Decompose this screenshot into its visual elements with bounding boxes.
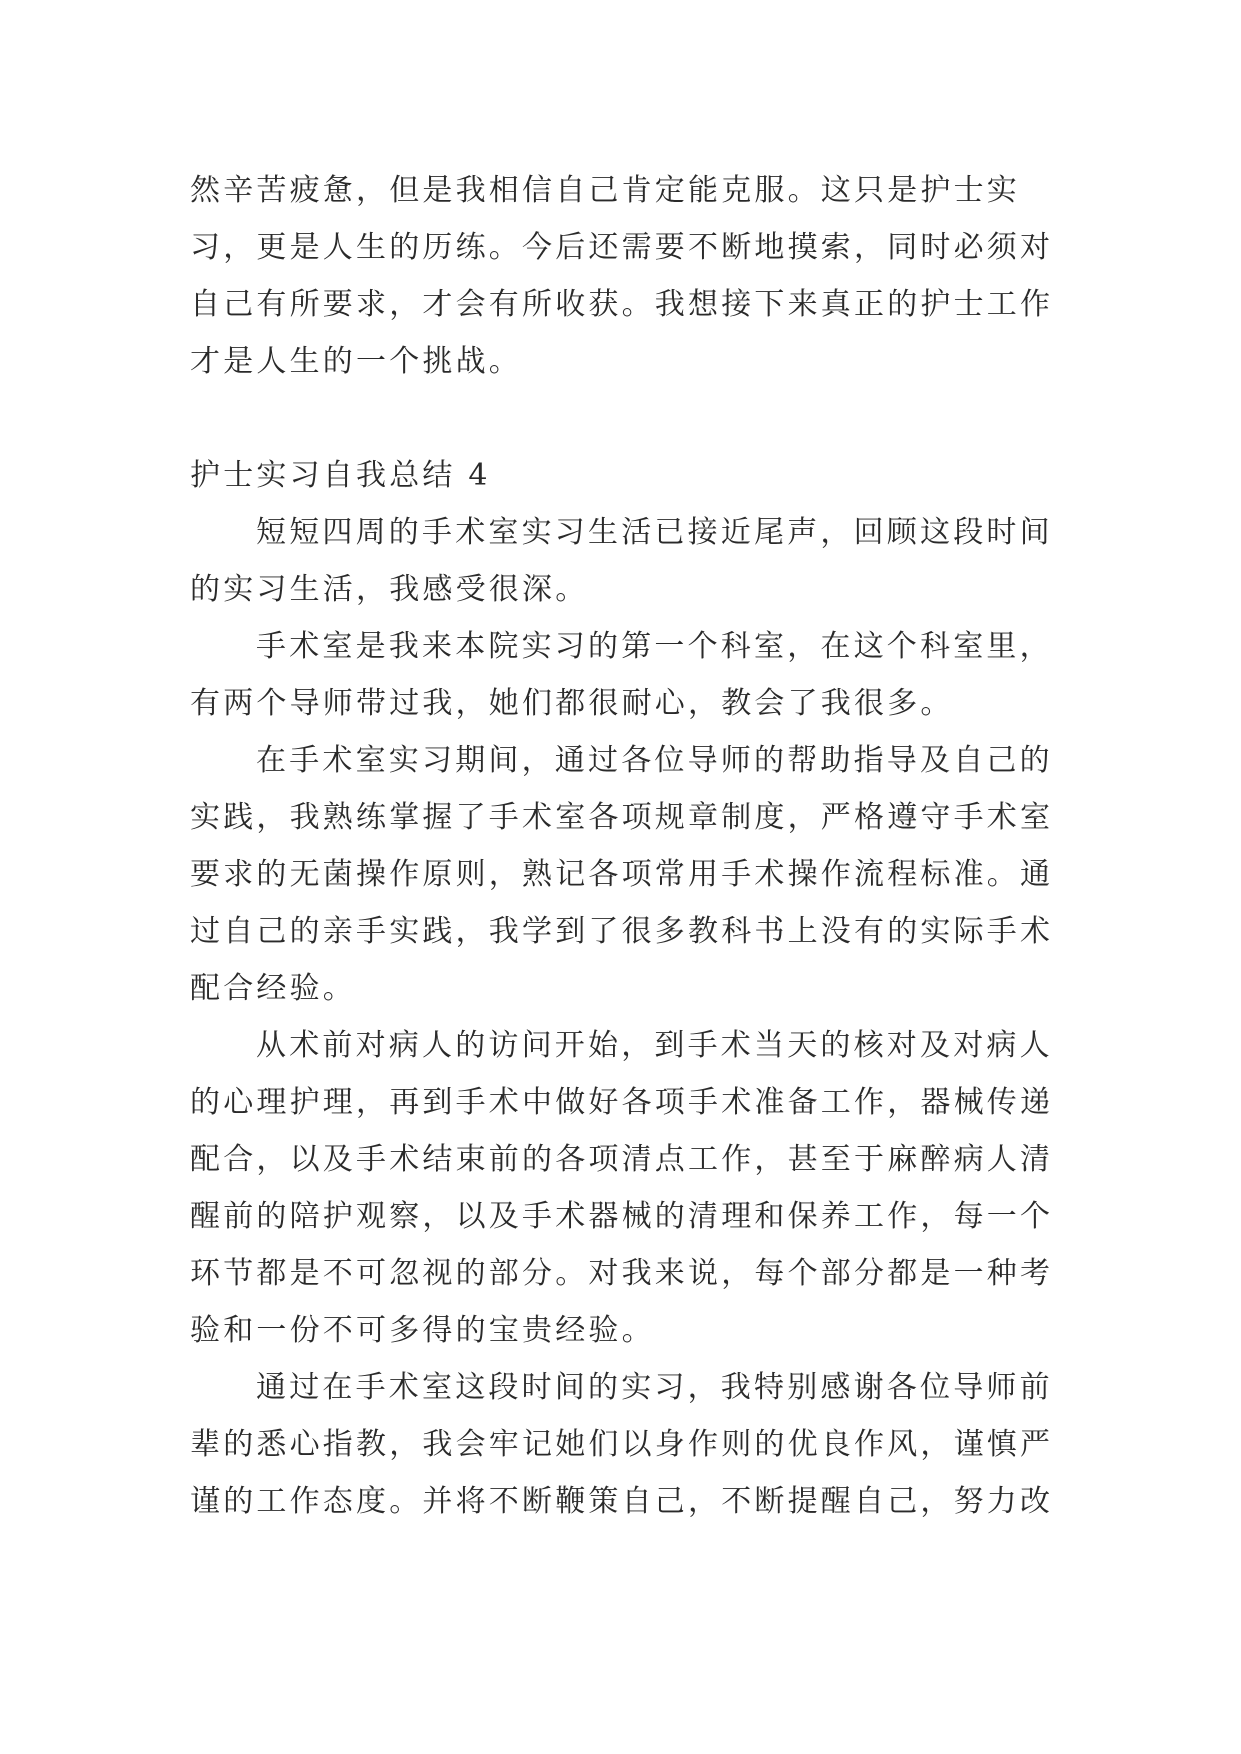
paragraph-3: 在手术室实习期间，通过各位导师的帮助指导及自己的实践，我熟练掌握了手术室各项规章制度，严格遵守手术室要求的无菌操作原则，熟记各项常用手术操作流程标准。通过自己的亲手实践，我学到了很多教科书上没有的实际手术配合经验。	[190, 743, 1054, 1006]
document-body	[190, 162, 1070, 1530]
continued-paragraph: 然辛苦疲惫，但是我相信自己肯定能克服。这只是护士实习，更是人生的历练。今后还需要不断地摸索，同时必须对自己有所要求，才会有所收获。我想接下来真正的护士工作才是人生的一个挑战。	[190, 173, 1054, 379]
paragraph-1: 短短四周的手术室实习生活已接近尾声，回顾这段时间的实习生活，我感受很深。	[190, 515, 1053, 607]
paragraph-5: 通过在手术室这段时间的实习，我特别感谢各位导师前辈的悉心指教，我会牢记她们以身作则的优良作风，谨慎严谨的工作态度。并将不断鞭策自己，不断提醒自己，努力改	[190, 1370, 1054, 1519]
section-title: 护士实习自我总结 4	[190, 458, 491, 493]
paragraph-2: 手术室是我来本院实习的第一个科室，在这个科室里，有两个导师带过我，她们都很耐心，教会了我很多。	[190, 629, 1053, 721]
paragraph-4: 从术前对病人的访问开始，到手术当天的核对及对病人的心理护理，再到手术中做好各项手术准备工作，器械传递配合，以及手术结束前的各项清点工作，甚至于麻醉病人清醒前的陪护观察，以及手术器械的清理和保养工作，每一个环节都是不可忽视的部分。对我来说，每个部分都是一种考验和一份不可多得的宝贵经验。	[190, 1028, 1054, 1348]
